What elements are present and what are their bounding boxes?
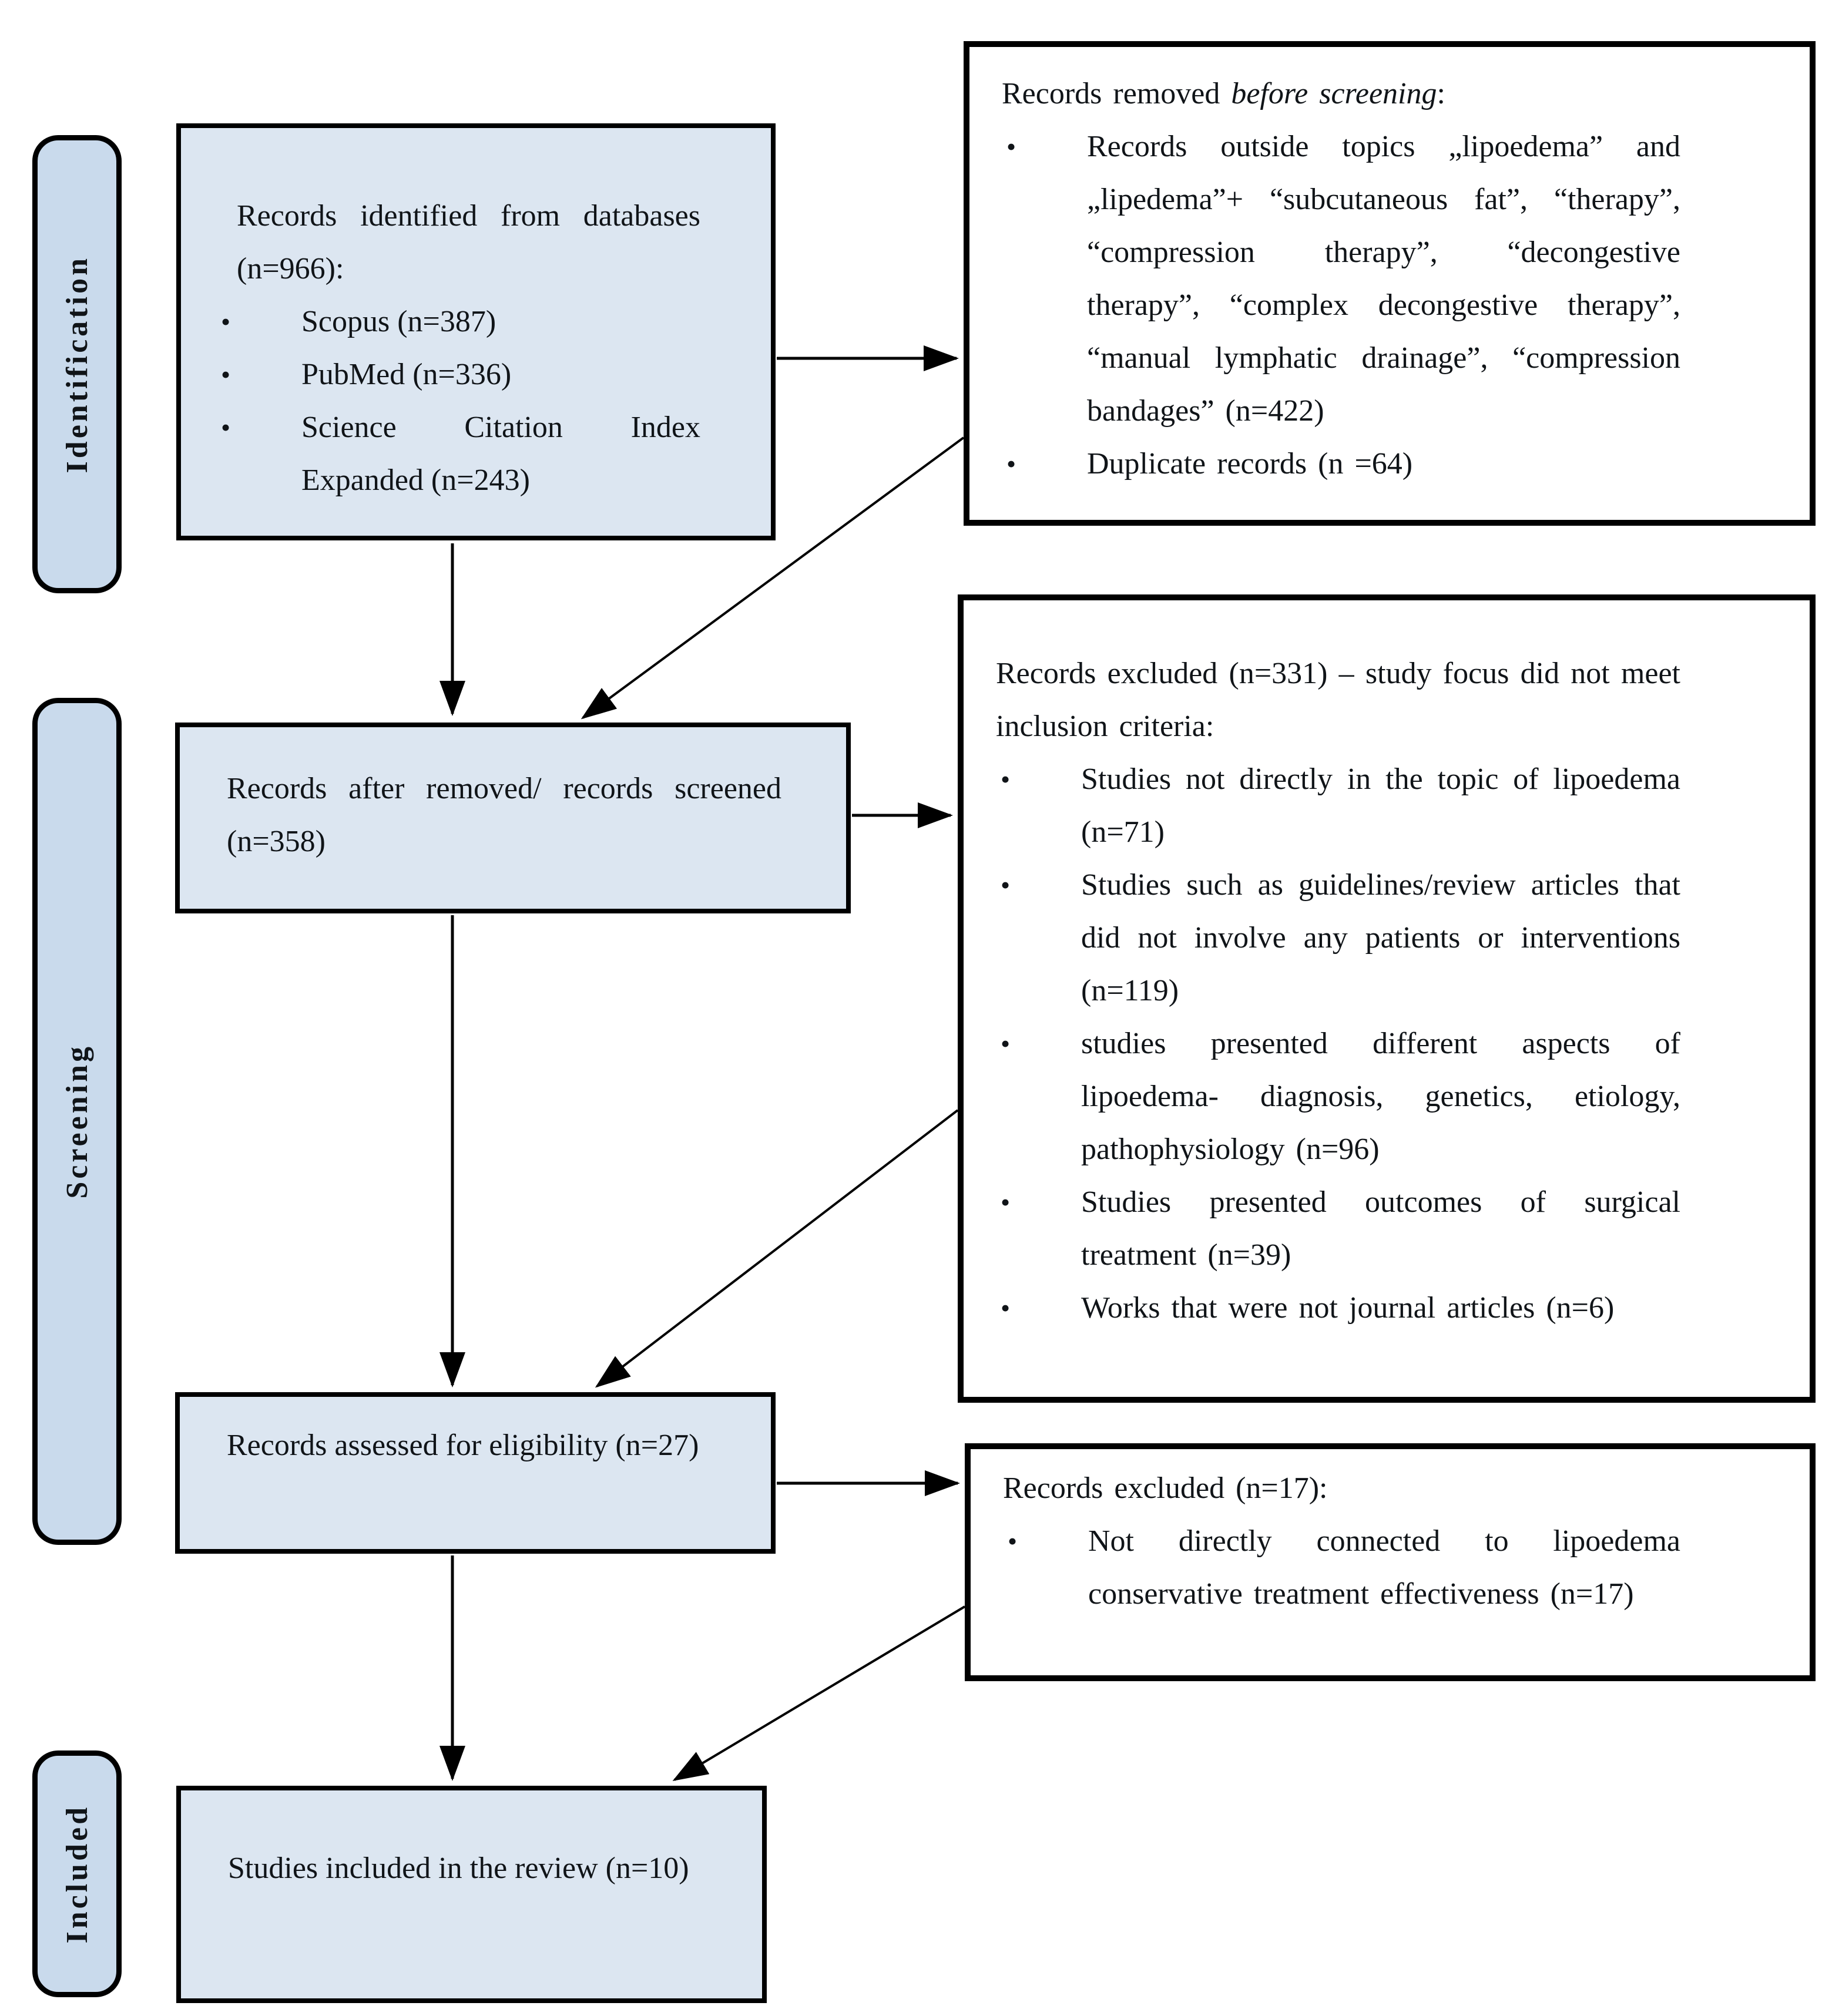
arrow-excluded-to-included bbox=[675, 1607, 965, 1780]
studies-included-text: Studies included in the review (n=10) bbox=[228, 1852, 689, 1885]
list-item bbox=[964, 753, 1810, 859]
records-removed-header-suffix: : bbox=[1437, 77, 1445, 110]
excluded-surgical-item: Studies presented outcomes of surgical treatment (n=39) bbox=[1081, 1185, 1680, 1272]
list-item bbox=[964, 859, 1810, 1017]
records-removed-header bbox=[969, 68, 1810, 120]
bullet-icon: • bbox=[1001, 870, 1011, 900]
box-records-removed-before-screening bbox=[964, 41, 1816, 526]
box-studies-included bbox=[176, 1786, 767, 2003]
records-identified-header: Records identified from databases (n=966): bbox=[237, 199, 700, 285]
bullet-icon: • bbox=[1001, 1293, 1011, 1323]
list-item bbox=[181, 295, 771, 348]
records-screened-text: Records after removed/ records screened (n=358) bbox=[227, 772, 781, 858]
bullet-icon: • bbox=[1001, 1029, 1011, 1059]
box-records-screened bbox=[175, 723, 851, 913]
list-item bbox=[181, 348, 771, 401]
excluded-not-journal-item: Works that were not journal articles (n=6) bbox=[1081, 1291, 1615, 1325]
records-removed-header-italic: before screening bbox=[1231, 77, 1437, 110]
box-records-excluded-eligibility bbox=[965, 1443, 1816, 1681]
excluded-other-aspects-item: studies presented different aspects of lipoedema- diagnosis, genetics, etiology, pathophysiology (n=96) bbox=[1081, 1027, 1680, 1166]
database-scopus-count: Scopus (n=387) bbox=[301, 305, 496, 338]
list-item bbox=[969, 120, 1810, 438]
records-removed-header-prefix: Records removed bbox=[1002, 77, 1232, 110]
list-item bbox=[964, 1176, 1810, 1282]
arrow-excluded-to-assessed bbox=[597, 1110, 958, 1386]
excluded-not-connected-item: Not directly connected to lipoedema conservative treatment effectiveness (n=17) bbox=[1088, 1524, 1680, 1611]
records-outside-topics-item: Records outside topics „lipoedema” and „lipedema”+ “subcutaneous fat”, “therapy”, “compression therapy”, “decongestive therapy”, “complex decongestive therapy”, “manual lymphatic drainage”, “compression bandages” (n=422) bbox=[1087, 130, 1680, 428]
bullet-icon: • bbox=[1006, 449, 1016, 479]
bullet-icon: • bbox=[1001, 764, 1011, 794]
database-pubmed-count: PubMed (n=336) bbox=[301, 358, 512, 391]
database-sci-count: Science Citation Index Expanded (n=243) bbox=[301, 411, 700, 497]
list-item bbox=[969, 438, 1810, 490]
records-excluded-screening-header: Records excluded (n=331) – study focus did not meet inclusion criteria: bbox=[996, 657, 1680, 743]
bullet-icon: • bbox=[221, 307, 231, 337]
duplicate-records-item: Duplicate records (n =64) bbox=[1087, 447, 1413, 481]
excluded-not-topic-item: Studies not directly in the topic of lipoedema (n=71) bbox=[1081, 762, 1680, 849]
excluded-guidelines-item: Studies such as guidelines/review articles that did not involve any patients or interventions (n=119) bbox=[1081, 868, 1680, 1007]
bullet-icon: • bbox=[1006, 132, 1016, 162]
list-item bbox=[971, 1515, 1810, 1621]
stage-label-screening-text: Screening bbox=[60, 1044, 94, 1199]
list-item bbox=[181, 401, 771, 507]
box-records-assessed bbox=[175, 1392, 776, 1554]
bullet-icon: • bbox=[221, 412, 231, 442]
stage-label-identification-text: Identification bbox=[60, 255, 94, 473]
records-excluded-eligibility-header: Records excluded (n=17): bbox=[1003, 1471, 1328, 1505]
list-item bbox=[964, 1017, 1810, 1176]
stage-label-included-text: Included bbox=[60, 1804, 94, 1944]
list-item bbox=[964, 1282, 1810, 1335]
bullet-icon: • bbox=[1008, 1526, 1018, 1556]
bullet-icon: • bbox=[221, 359, 231, 389]
bullet-icon: • bbox=[1001, 1187, 1011, 1217]
box-records-excluded-screening bbox=[958, 594, 1816, 1403]
box-records-identified bbox=[176, 123, 776, 540]
records-assessed-text: Records assessed for eligibility (n=27) bbox=[227, 1429, 699, 1462]
